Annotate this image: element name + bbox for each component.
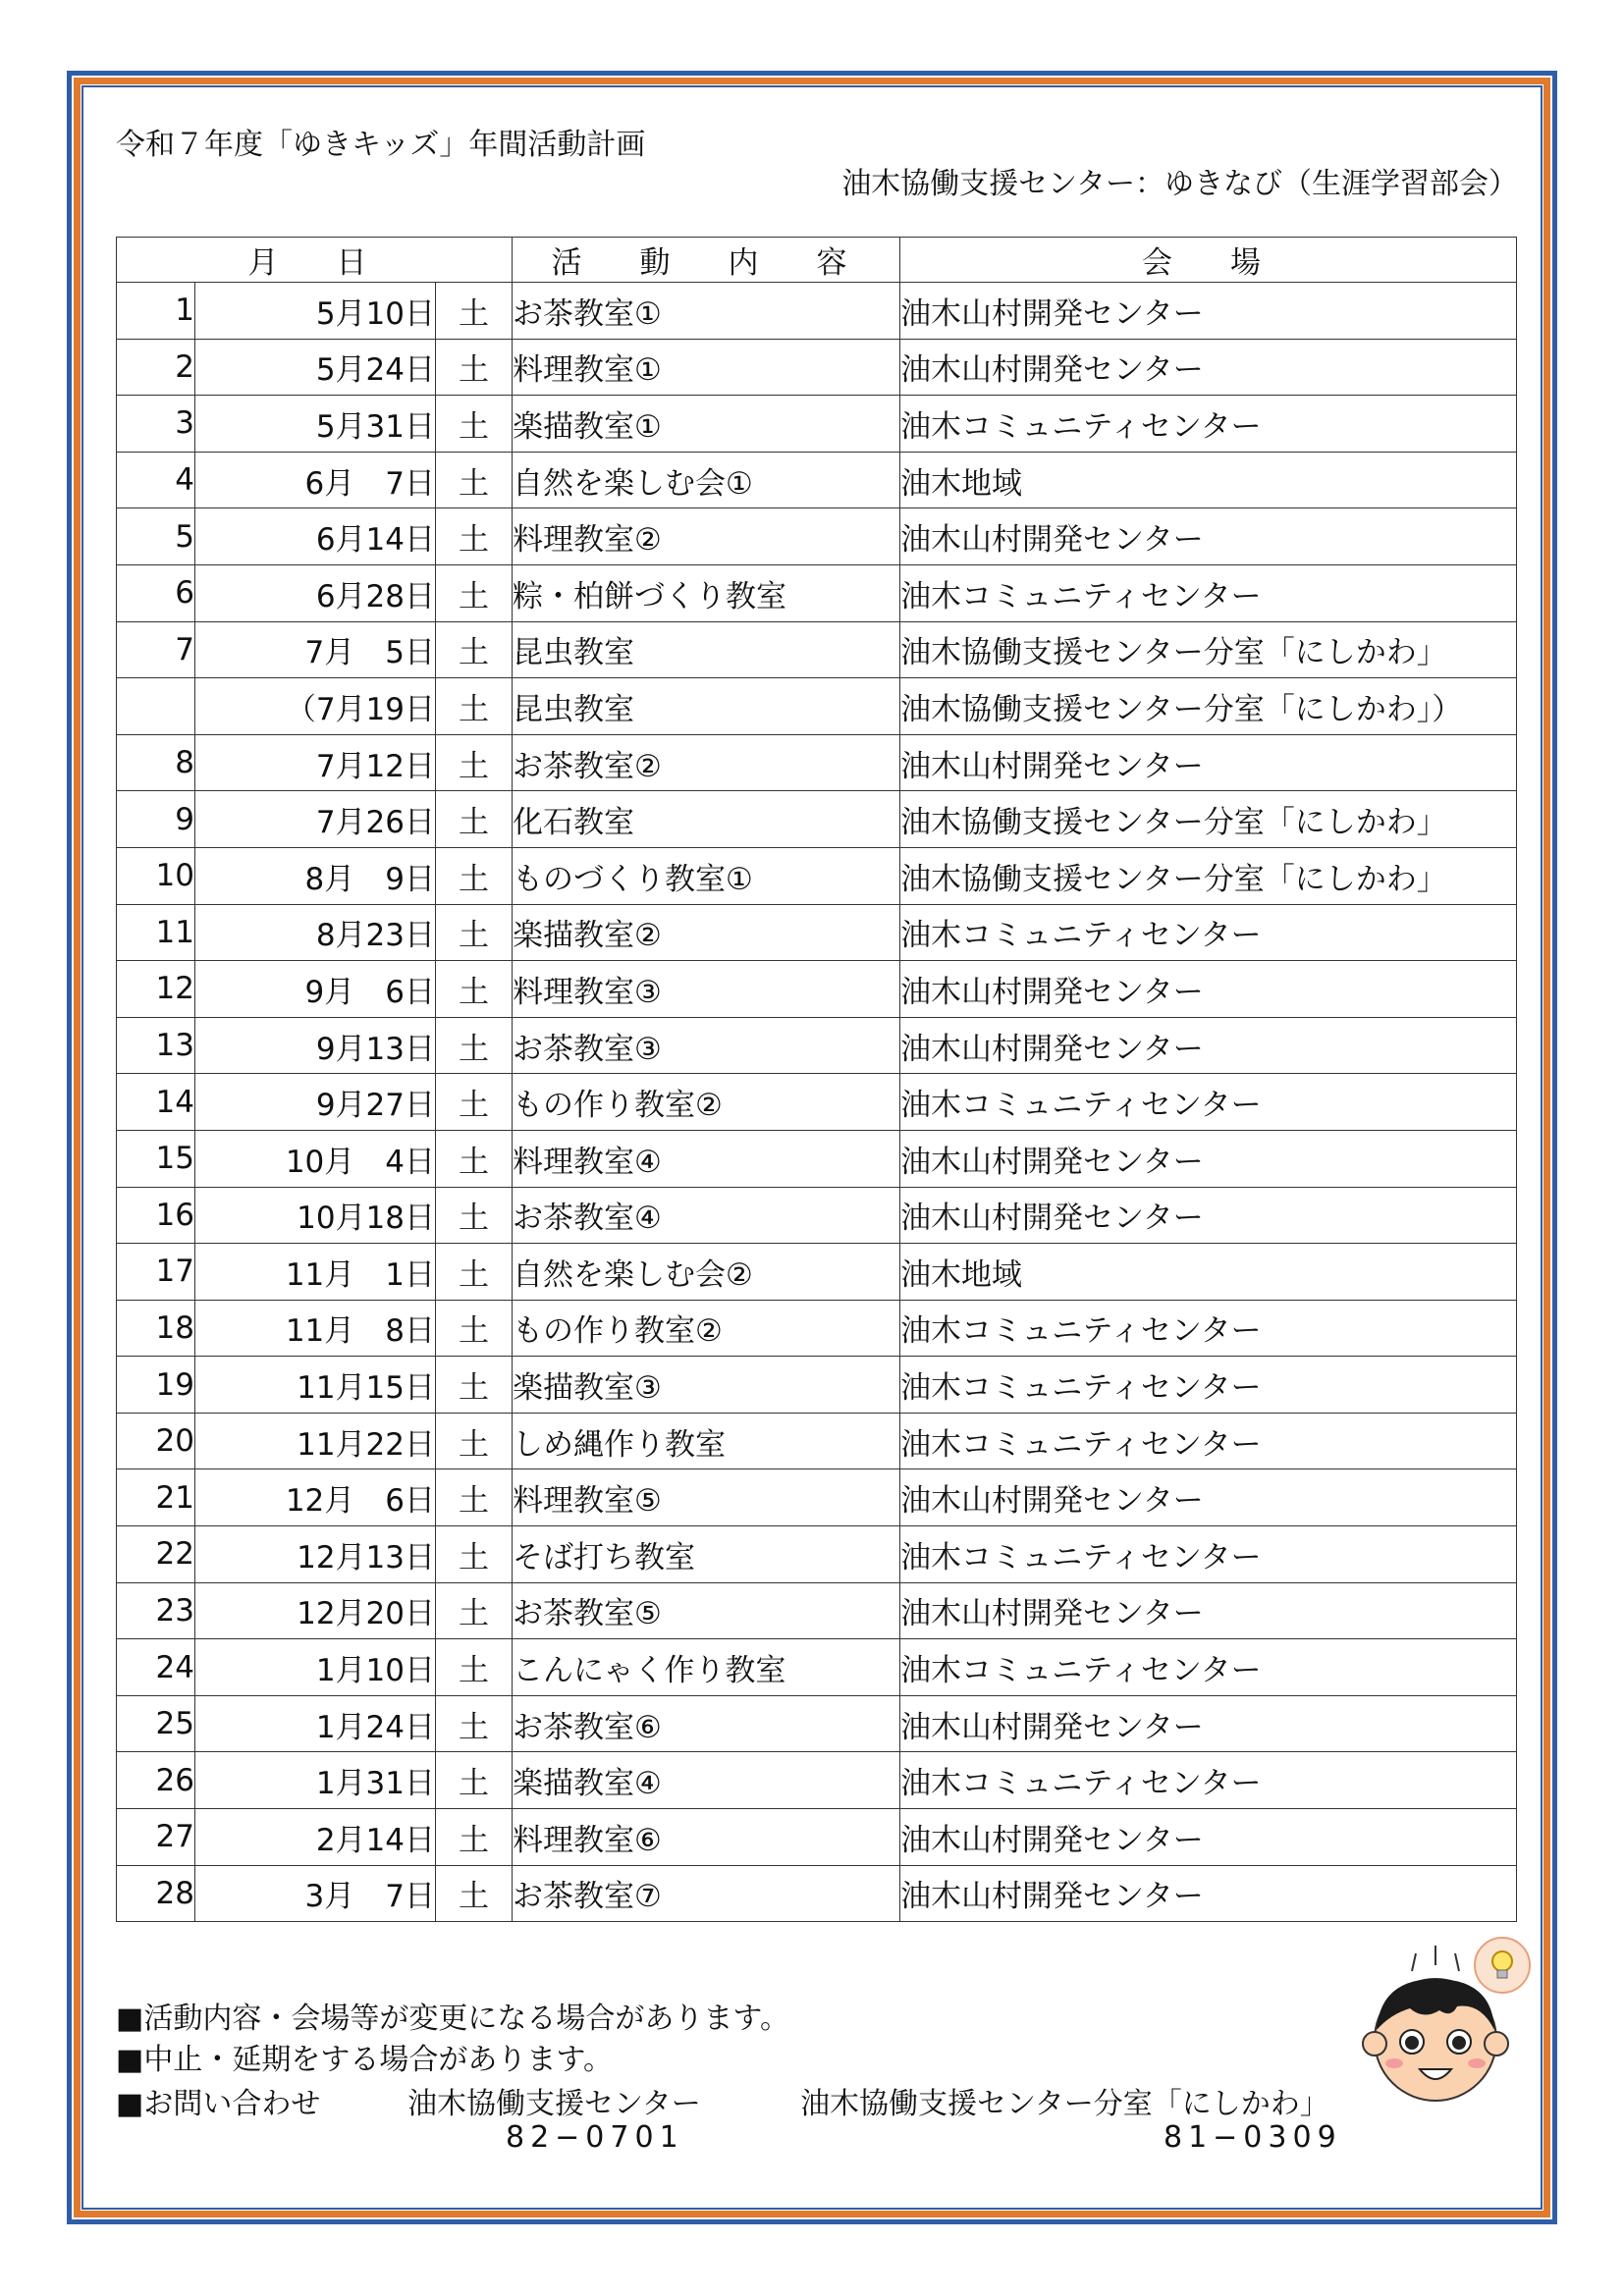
row-number: 6 — [117, 564, 195, 621]
row-date: 12月13日 — [195, 1526, 436, 1583]
row-venue: 油木コミュニティセンター — [900, 1752, 1517, 1809]
row-venue: 油木山村開発センター — [900, 961, 1517, 1018]
row-date: 9月 6日 — [195, 961, 436, 1018]
table-row — [117, 1526, 1517, 1583]
row-number: 7 — [117, 621, 195, 678]
row-activity: 楽描教室④ — [513, 1752, 900, 1809]
row-venue: 油木コミュニティセンター — [900, 1300, 1517, 1357]
row-venue: 油木地域 — [900, 1244, 1517, 1301]
row-venue: 油木コミュニティセンター — [900, 904, 1517, 961]
row-activity: 料理教室② — [513, 508, 900, 565]
row-venue: 油木地域 — [900, 452, 1517, 508]
table-row — [117, 961, 1517, 1018]
row-day: 土 — [436, 1300, 513, 1357]
row-date: 6月28日 — [195, 564, 436, 621]
row-number: 9 — [117, 791, 195, 848]
table-row — [117, 1074, 1517, 1131]
row-activity: お茶教室⑤ — [513, 1582, 900, 1639]
row-number: 5 — [117, 508, 195, 565]
contact-branch-name: 油木協働支援センター分室「にしかわ」 — [800, 2087, 1329, 2121]
row-number: 21 — [117, 1469, 195, 1526]
row-day: 土 — [436, 1526, 513, 1583]
row-activity: お茶教室② — [513, 734, 900, 791]
table-row — [117, 1695, 1517, 1752]
row-day: 土 — [436, 791, 513, 848]
row-venue: 油木山村開発センター — [900, 1809, 1517, 1866]
row-venue: 油木コミュニティセンター — [900, 564, 1517, 621]
row-activity: お茶教室⑦ — [513, 1865, 900, 1922]
notes — [116, 1999, 789, 2081]
row-venue: 油木コミュニティセンター — [900, 1074, 1517, 1131]
row-activity: もの作り教室② — [513, 1300, 900, 1357]
row-number: 8 — [117, 734, 195, 791]
row-date: 8月23日 — [195, 904, 436, 961]
table-header-row — [117, 238, 1517, 283]
row-activity: お茶教室④ — [513, 1187, 900, 1244]
header-date: 月 日 — [117, 238, 513, 283]
row-day: 土 — [436, 734, 513, 791]
row-day: 土 — [436, 452, 513, 508]
row-number: 12 — [117, 961, 195, 1018]
row-venue: 油木協働支援センター分室「にしかわ」） — [900, 678, 1517, 735]
row-date: 11月 8日 — [195, 1300, 436, 1357]
row-activity: 化石教室 — [513, 791, 900, 848]
table-row — [117, 1582, 1517, 1639]
table-row — [117, 904, 1517, 961]
row-number: 26 — [117, 1752, 195, 1809]
row-day: 土 — [436, 1752, 513, 1809]
row-activity: 楽描教室③ — [513, 1357, 900, 1414]
row-number: 10 — [117, 847, 195, 904]
row-number: 28 — [117, 1865, 195, 1922]
row-day: 土 — [436, 1695, 513, 1752]
row-date: 6月14日 — [195, 508, 436, 565]
row-date: 10月 4日 — [195, 1130, 436, 1187]
row-venue: 油木山村開発センター — [900, 1187, 1517, 1244]
row-venue: 油木山村開発センター — [900, 283, 1517, 340]
row-activity: 料理教室① — [513, 339, 900, 396]
header-venue: 会 場 — [900, 238, 1517, 283]
row-number: 19 — [117, 1357, 195, 1414]
row-venue: 油木山村開発センター — [900, 1865, 1517, 1922]
row-activity: お茶教室③ — [513, 1017, 900, 1074]
row-day: 土 — [436, 961, 513, 1018]
row-day: 土 — [436, 564, 513, 621]
table-row — [117, 452, 1517, 508]
row-number: 22 — [117, 1526, 195, 1583]
row-date: （7月19日 — [195, 678, 436, 735]
row-day: 土 — [436, 1074, 513, 1131]
row-date: 7月 5日 — [195, 621, 436, 678]
row-number: 3 — [117, 396, 195, 453]
row-day: 土 — [436, 1865, 513, 1922]
row-day: 土 — [436, 678, 513, 735]
note-change: ■活動内容・会場等が変更になる場合があります。 — [116, 2002, 789, 2036]
row-number: 4 — [117, 452, 195, 508]
row-number — [117, 678, 195, 735]
contact-branch-phone: 81−0309 — [1164, 2120, 1342, 2155]
table-row — [117, 791, 1517, 848]
row-day: 土 — [436, 1187, 513, 1244]
row-date: 6月 7日 — [195, 452, 436, 508]
row-day: 土 — [436, 396, 513, 453]
table-row — [117, 283, 1517, 340]
table-row — [117, 1187, 1517, 1244]
row-day: 土 — [436, 1469, 513, 1526]
row-date: 1月31日 — [195, 1752, 436, 1809]
row-activity: そば打ち教室 — [513, 1526, 900, 1583]
row-number: 25 — [117, 1695, 195, 1752]
row-day: 土 — [436, 847, 513, 904]
row-activity: もの作り教室② — [513, 1074, 900, 1131]
table-row — [117, 1752, 1517, 1809]
contact-center-name: 油木協働支援センター — [407, 2087, 701, 2121]
row-venue: 油木協働支援センター分室「にしかわ」 — [900, 621, 1517, 678]
table-row — [117, 1865, 1517, 1922]
table-row — [117, 847, 1517, 904]
row-number: 1 — [117, 283, 195, 340]
row-venue: 油木コミュニティセンター — [900, 1413, 1517, 1469]
row-venue: 油木山村開発センター — [900, 508, 1517, 565]
row-day: 土 — [436, 1582, 513, 1639]
row-day: 土 — [436, 1130, 513, 1187]
row-activity: 昆虫教室 — [513, 621, 900, 678]
table-row — [117, 621, 1517, 678]
row-venue: 油木山村開発センター — [900, 1130, 1517, 1187]
row-day: 土 — [436, 904, 513, 961]
table-row — [117, 1469, 1517, 1526]
table-row — [117, 1809, 1517, 1866]
row-number: 24 — [117, 1639, 195, 1696]
row-activity: 楽描教室② — [513, 904, 900, 961]
row-venue: 油木山村開発センター — [900, 339, 1517, 396]
row-number: 14 — [117, 1074, 195, 1131]
row-date: 11月 1日 — [195, 1244, 436, 1301]
row-venue: 油木コミュニティセンター — [900, 1357, 1517, 1414]
note-cancel: ■中止・延期をする場合があります。 — [116, 2043, 613, 2077]
row-activity: 料理教室⑤ — [513, 1469, 900, 1526]
table-row — [117, 1357, 1517, 1414]
row-date: 5月31日 — [195, 396, 436, 453]
table-row — [117, 1017, 1517, 1074]
row-venue: 油木コミュニティセンター — [900, 1526, 1517, 1583]
table-row — [117, 1300, 1517, 1357]
row-activity: こんにゃく作り教室 — [513, 1639, 900, 1696]
row-day: 土 — [436, 621, 513, 678]
row-venue: 油木コミュニティセンター — [900, 396, 1517, 453]
row-date: 5月24日 — [195, 339, 436, 396]
row-day: 土 — [436, 1413, 513, 1469]
row-date: 7月12日 — [195, 734, 436, 791]
table-row — [117, 339, 1517, 396]
row-number: 2 — [117, 339, 195, 396]
row-activity: 昆虫教室 — [513, 678, 900, 735]
row-date: 1月24日 — [195, 1695, 436, 1752]
row-number: 13 — [117, 1017, 195, 1074]
row-activity: しめ縄作り教室 — [513, 1413, 900, 1469]
header-activity: 活 動 内 容 — [513, 238, 900, 283]
table-row — [117, 564, 1517, 621]
row-activity: お茶教室⑥ — [513, 1695, 900, 1752]
row-venue: 油木山村開発センター — [900, 1695, 1517, 1752]
row-date: 11月15日 — [195, 1357, 436, 1414]
row-venue: 油木協働支援センター分室「にしかわ」 — [900, 847, 1517, 904]
table-row — [117, 396, 1517, 453]
table-row — [117, 678, 1517, 735]
row-venue: 油木コミュニティセンター — [900, 1639, 1517, 1696]
table-row — [117, 1413, 1517, 1469]
row-day: 土 — [436, 1639, 513, 1696]
row-date: 7月26日 — [195, 791, 436, 848]
row-activity: 楽描教室① — [513, 396, 900, 453]
row-number: 18 — [117, 1300, 195, 1357]
table-row — [117, 1130, 1517, 1187]
row-number: 15 — [117, 1130, 195, 1187]
table-row — [117, 1244, 1517, 1301]
row-day: 土 — [436, 339, 513, 396]
child-with-lightbulb-icon — [1355, 1924, 1542, 2120]
row-venue: 油木協働支援センター分室「にしかわ」 — [900, 791, 1517, 848]
row-number: 23 — [117, 1582, 195, 1639]
row-number: 17 — [117, 1244, 195, 1301]
row-day: 土 — [436, 508, 513, 565]
row-number: 27 — [117, 1809, 195, 1866]
row-date: 9月27日 — [195, 1074, 436, 1131]
table-row — [117, 1639, 1517, 1696]
page-title: 令和７年度「ゆきキッズ」年間活動計画 — [116, 128, 646, 162]
row-activity: 料理教室③ — [513, 961, 900, 1018]
row-date: 3月 7日 — [195, 1865, 436, 1922]
row-date: 9月13日 — [195, 1017, 436, 1074]
row-activity: 自然を楽しむ会② — [513, 1244, 900, 1301]
row-day: 土 — [436, 1244, 513, 1301]
row-date: 5月10日 — [195, 283, 436, 340]
row-venue: 油木山村開発センター — [900, 734, 1517, 791]
row-number: 11 — [117, 904, 195, 961]
row-number: 16 — [117, 1187, 195, 1244]
row-venue: 油木山村開発センター — [900, 1469, 1517, 1526]
row-activity: 料理教室④ — [513, 1130, 900, 1187]
row-day: 土 — [436, 1809, 513, 1866]
contact-label: ■お問い合わせ — [116, 2087, 321, 2121]
row-date: 1月10日 — [195, 1639, 436, 1696]
table-row — [117, 508, 1517, 565]
organizer: 油木協働支援センター：ゆきなび（生涯学習部会） — [841, 167, 1518, 201]
row-day: 土 — [436, 1017, 513, 1074]
row-activity: 粽・柏餅づくり教室 — [513, 564, 900, 621]
row-activity: 料理教室⑥ — [513, 1809, 900, 1866]
row-number: 20 — [117, 1413, 195, 1469]
row-venue: 油木山村開発センター — [900, 1582, 1517, 1639]
row-date: 11月22日 — [195, 1413, 436, 1469]
row-activity: ものづくり教室① — [513, 847, 900, 904]
row-activity: お茶教室① — [513, 283, 900, 340]
row-date: 12月 6日 — [195, 1469, 436, 1526]
contact-center-phone: 82−0701 — [506, 2120, 684, 2155]
row-activity: 自然を楽しむ会① — [513, 452, 900, 508]
row-venue: 油木山村開発センター — [900, 1017, 1517, 1074]
row-day: 土 — [436, 1357, 513, 1414]
row-date: 10月18日 — [195, 1187, 436, 1244]
row-day: 土 — [436, 283, 513, 340]
row-date: 12月20日 — [195, 1582, 436, 1639]
row-date: 2月14日 — [195, 1809, 436, 1866]
schedule-table — [116, 237, 1517, 1922]
table-row — [117, 734, 1517, 791]
row-date: 8月 9日 — [195, 847, 436, 904]
